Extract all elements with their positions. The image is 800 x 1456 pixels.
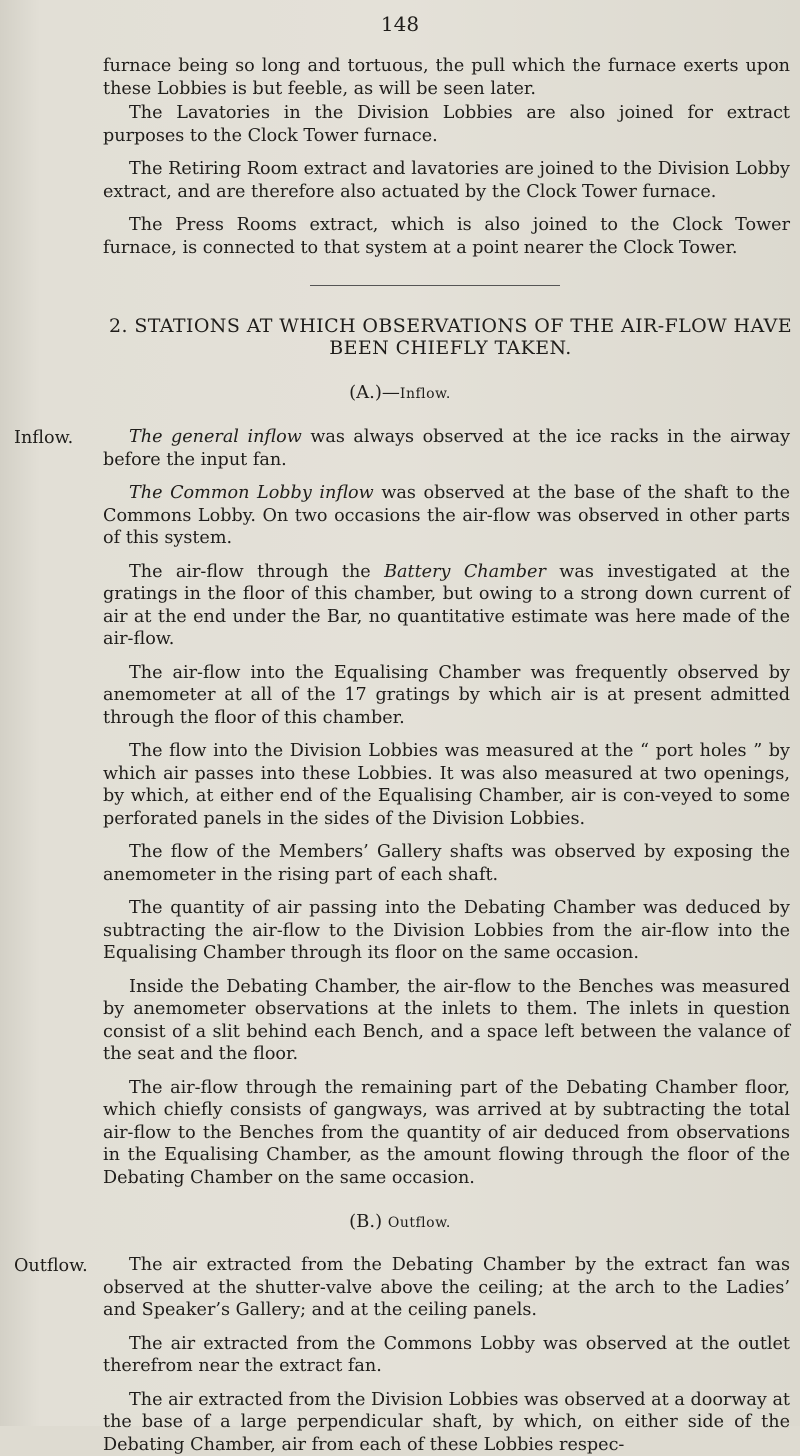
section-heading: 2. STATIONS AT WHICH OBSERVATIONS OF THE AIR-FLOW HAVE BEEN CHIEFLY TAKEN.: [103, 315, 798, 359]
text: was investigated at the gratings in the floor of this chamber, but owing to a strong down current of air at the end under the Bar, no quantitative estimate was here made of the air-flow.: [103, 562, 790, 650]
sub-heading-prefix: (B.): [349, 1211, 388, 1232]
top-block: [103, 55, 790, 259]
sub-heading-outflow: [0, 1211, 800, 1232]
paragraph: The air extracted from the Division Lobbies was observed at a doorway at the base of a large perpendicular shaft, by which, on either side of the Debating Chamber, air from each of these Lobbies respec-: [103, 1389, 790, 1456]
paragraph: The air-flow through the remaining part of the Debating Chamber floor, which chiefly consists of gangways, was arrived at by subtracting the total air-flow to the Benches from the quantity of air deduced from observations in the Equalising Chamber, as the amount flowing through the floor of the Debating Chamber on the same occasion.: [103, 1077, 790, 1190]
paragraph: The flow into the Division Lobbies was measured at the “ port holes ” by which air passes into these Lobbies. It was also measured at two openings, by which, at either end of the Equalising Chamber, air is con-veyed to some perforated panels in the sides of the Division Lobbies.: [103, 740, 790, 830]
paragraph: The Press Rooms extract, which is also joined to the Clock Tower furnace, is connected to that system at a point nearer the Clock Tower.: [103, 214, 790, 259]
margin-note-inflow: Inflow.: [14, 428, 73, 448]
paragraph: The air extracted from the Debating Chamber by the extract fan was observed at the shutter-valve above the ceiling; at the arch to the Ladies’ and Speaker’s Gallery; and at the ceiling panels.: [103, 1254, 790, 1322]
sub-heading-label: Outflow.: [388, 1215, 451, 1231]
text: was always observed at the ice racks in the airway before the input fan.: [103, 427, 790, 470]
paragraph: The Lavatories in the Division Lobbies are also joined for extract purposes to the Clock Tower furnace.: [103, 102, 790, 147]
page-number: 148: [0, 12, 800, 36]
paragraph: The air extracted from the Commons Lobby was observed at the outlet therefrom near the extract fan.: [103, 1333, 790, 1378]
paragraph: The air-flow into the Equalising Chamber was frequently observed by anemometer at all of the 17 gratings by which air is at present admitted through the floor of this chamber.: [103, 662, 790, 730]
paragraph: Inside the Debating Chamber, the air-flow to the Benches was measured by anemometer observations at the inlets to them. The inlets in question consist of a slit behind each Bench, and a space left between the valance of the seat and the floor.: [103, 976, 790, 1066]
sub-heading-label: Inflow.: [400, 386, 451, 402]
margin-note-outflow: Outflow.: [14, 1256, 88, 1276]
paragraph: The Retiring Room extract and lavatories are joined to the Division Lobby extract, and are therefore also actuated by the Clock Tower furnace.: [103, 158, 790, 203]
paragraph: [103, 561, 790, 651]
paragraph: furnace being so long and tortuous, the pull which the furnace exerts upon these Lobbies is but feeble, as will be seen later.: [103, 55, 790, 100]
text: was observed at the base of the shaft to the Commons Lobby. On two occasions the air-flow was observed in other parts of this system.: [103, 483, 790, 548]
emphasis: Battery Chamber: [384, 562, 546, 582]
inflow-section: [103, 426, 790, 1189]
paragraph: [103, 482, 790, 550]
paragraph: The quantity of air passing into the Debating Chamber was deduced by subtracting the air-flow to the Division Lobbies from the air-flow into the Equalising Chamber through its floor on the same occasion.: [103, 897, 790, 965]
section-divider: [310, 285, 560, 286]
emphasis: The general inflow: [129, 427, 302, 447]
emphasis: The Common Lobby inflow: [129, 483, 374, 503]
sub-heading-inflow: [0, 382, 800, 403]
sub-heading-prefix: (A.)—: [349, 382, 400, 403]
paragraph: The flow of the Members’ Gallery shafts was observed by exposing the anemometer in the rising part of each shaft.: [103, 841, 790, 886]
paragraph: [103, 426, 790, 471]
text: The air-flow through the: [129, 562, 384, 582]
